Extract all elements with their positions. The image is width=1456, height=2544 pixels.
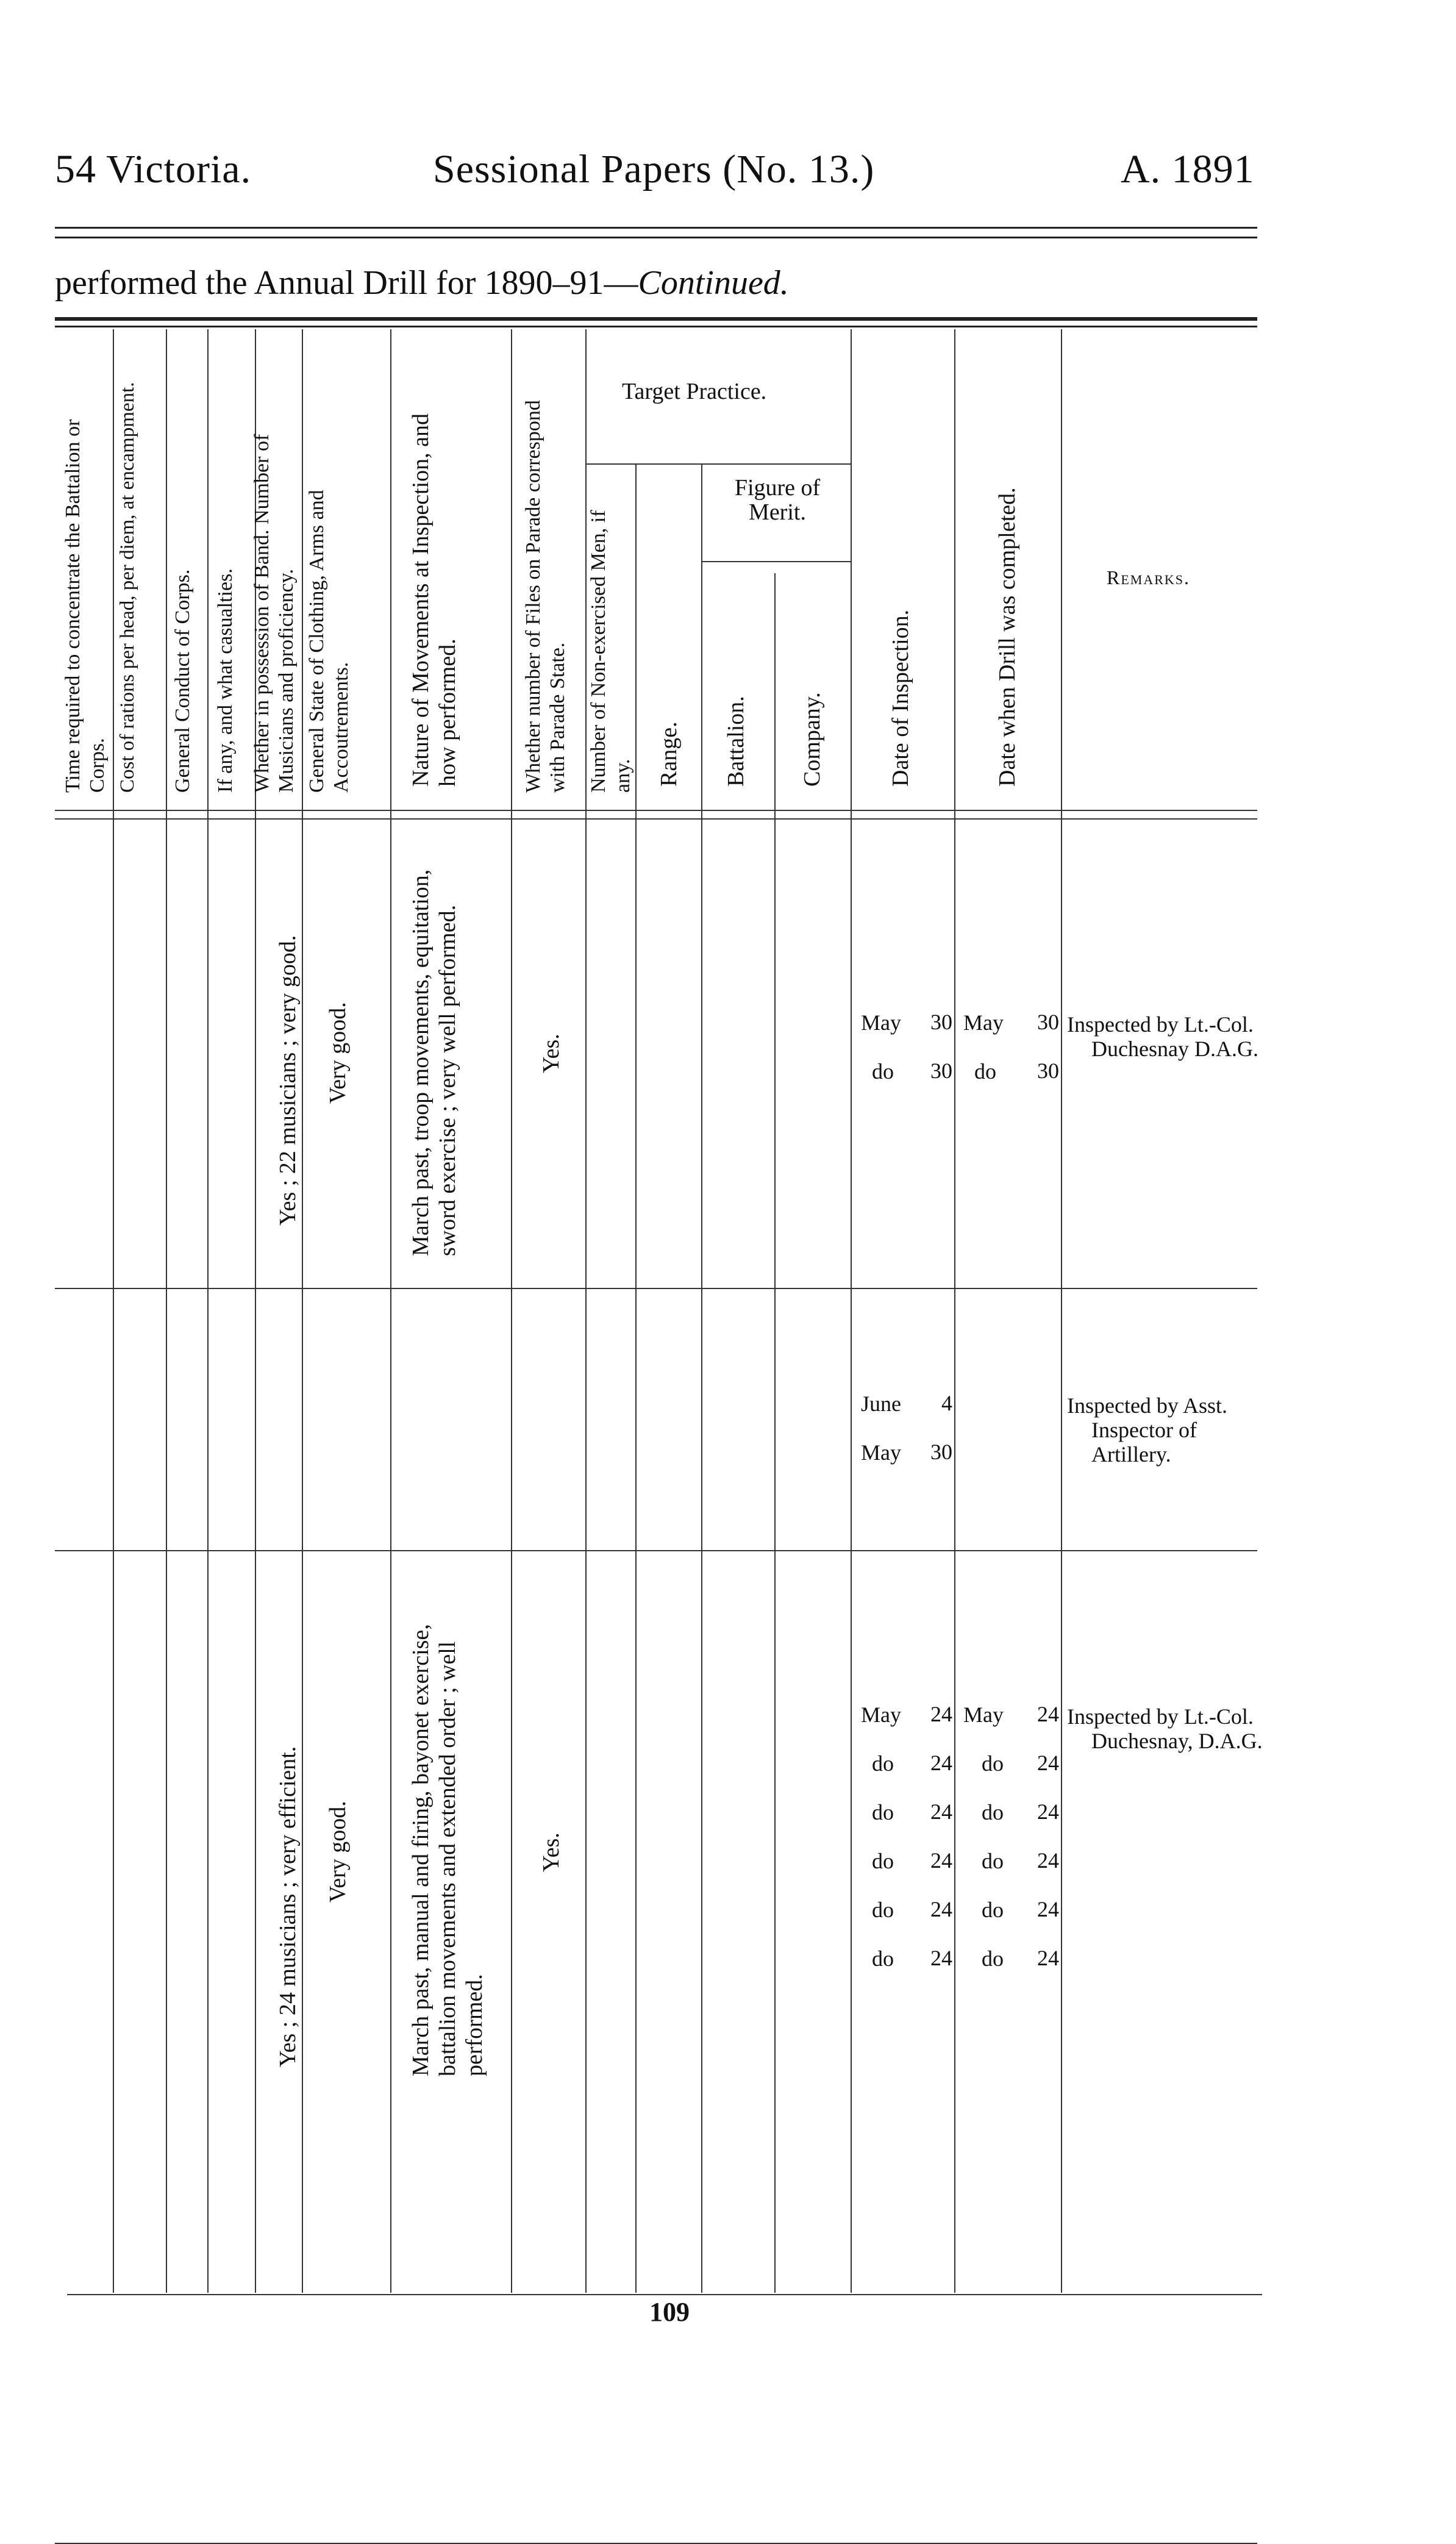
col-header-casualties: If any, and what casualties.: [214, 568, 237, 793]
col-header-non-exercised: Number of Non-exercised Men, if any.: [587, 510, 634, 793]
row2-inspection-day-1: 4: [941, 1391, 952, 1415]
col-header-cost: Cost of rations per head, per diem, at encampment.: [116, 382, 138, 793]
row1-drill-day-1: 30: [1037, 1010, 1059, 1034]
target-practice-rule: [585, 463, 851, 465]
row3-inspection-day-6: 24: [930, 1946, 952, 1970]
row3-clothing: Very good.: [325, 1801, 351, 1903]
col-header-remarks: Remarks.: [1107, 566, 1191, 588]
row3-drill-day-4: 24: [1037, 1848, 1059, 1873]
col-header-conduct: General Conduct of Corps.: [171, 569, 194, 793]
title-prefix: performed the Annual Drill for 1890–91—: [55, 264, 638, 302]
table-top-rule-thin: [55, 326, 1257, 327]
row3-remarks: Inspected by Lt.-Col. Duchesnay, D.A.G.: [1067, 1704, 1263, 1753]
col-line: [1061, 329, 1062, 2293]
col-header-date-drill: Date when Drill was completed.: [994, 487, 1020, 787]
title-continued: Continued.: [638, 264, 789, 302]
row-separator-2: [55, 1550, 1257, 1551]
row3-drill-day-2: 24: [1037, 1751, 1059, 1775]
row1-drill-day-2: 30: [1037, 1059, 1059, 1083]
row1-remarks: Inspected by Lt.-Col. Duchesnay D.A.G.: [1067, 1012, 1258, 1061]
col-line: [207, 329, 209, 2293]
row3-drill-month-1: May: [963, 1703, 1004, 1727]
row2-inspection-day-2: 30: [930, 1440, 952, 1464]
header-right: A. 1891: [1121, 147, 1255, 191]
header-rule-bottom: [55, 237, 1257, 238]
col-line: [302, 329, 303, 2293]
col-header-clothing: General State of Clothing, Arms and Accoutrements.: [305, 490, 352, 793]
row2-inspection-month-1: June: [861, 1392, 901, 1416]
col-header-date-inspection: Date of Inspection.: [888, 609, 913, 787]
header-bottom-rule: [55, 810, 1257, 811]
row3-drill-day-3: 24: [1037, 1799, 1059, 1824]
row3-inspection-day-4: 24: [930, 1848, 952, 1873]
row3-inspection-month-3: do: [872, 1800, 894, 1824]
row1-inspection-day-2: 30: [930, 1059, 952, 1083]
row3-inspection-day-3: 24: [930, 1799, 952, 1824]
row3-inspection-month-6: do: [872, 1946, 894, 1971]
row3-inspection-month-5: do: [872, 1898, 894, 1922]
row3-inspection-month-2: do: [872, 1751, 894, 1776]
row1-movements: March past, troop movements, equitation, sword exercise ; very well performed.: [408, 869, 460, 1256]
col-header-band: Whether in possession of Band. Number of Musicians and proficiency.: [251, 434, 298, 793]
col-line: [851, 329, 852, 2293]
col-header-movements: Nature of Movements at Inspection, and how performed.: [408, 413, 460, 787]
row1-clothing: Very good.: [325, 1002, 351, 1104]
row1-drill-month-1: May: [963, 1010, 1004, 1035]
col-header-files: Whether number of Files on Parade correspond with Parade State.: [522, 400, 569, 793]
col-line: [774, 573, 776, 2293]
row-separator-1: [55, 1288, 1257, 1289]
row3-drill-month-5: do: [982, 1898, 1004, 1922]
row3-inspection-day-1: 24: [930, 1702, 952, 1726]
row3-drill-month-3: do: [982, 1800, 1004, 1824]
col-header-company: Company.: [799, 692, 825, 787]
col-line: [635, 463, 637, 2293]
col-line: [390, 329, 391, 2293]
page-number: 109: [649, 2297, 690, 2327]
figure-of-merit-header: Figure of Merit.: [734, 475, 821, 525]
row3-drill-month-2: do: [982, 1751, 1004, 1776]
header-left: 54 Victoria.: [55, 147, 252, 191]
col-header-range: Range.: [656, 721, 682, 787]
row1-drill-month-2: do: [974, 1059, 996, 1084]
row1-inspection-month-2: do: [872, 1059, 894, 1084]
col-header-battalion: Battalion.: [723, 696, 749, 787]
col-header-time: Time required to concentrate the Battalion or Corps.: [62, 419, 109, 793]
row3-movements: March past, manual and firing, bayonet exercise, battalion movements and extended order ; well performed.: [408, 1624, 487, 2076]
row3-drill-month-4: do: [982, 1849, 1004, 1873]
row3-inspection-month-4: do: [872, 1849, 894, 1873]
row3-files: Yes.: [538, 1832, 564, 1872]
figure-of-merit-rule: [701, 561, 851, 562]
col-line: [701, 463, 702, 2293]
row3-drill-day-1: 24: [1037, 1702, 1059, 1726]
row1-files: Yes.: [538, 1034, 564, 1073]
header-bottom-rule-2: [55, 818, 1257, 820]
row3-drill-day-5: 24: [1037, 1897, 1059, 1921]
col-line: [511, 329, 512, 2293]
row1-inspection-day-1: 30: [930, 1010, 952, 1034]
header-center: Sessional Papers (No. 13.): [433, 147, 875, 191]
row3-inspection-day-2: 24: [930, 1751, 952, 1775]
target-practice-header: Target Practice.: [622, 379, 767, 404]
row3-inspection-month-1: May: [861, 1703, 901, 1727]
row2-inspection-month-2: May: [861, 1440, 901, 1465]
table-top-rule-thick: [55, 317, 1257, 321]
row3-drill-month-6: do: [982, 1946, 1004, 1971]
row2-remarks: Inspected by Asst. Inspector of Artillery.: [1067, 1393, 1227, 1467]
col-line: [166, 329, 167, 2293]
row1-band: Yes ; 22 musicians ; very good.: [275, 935, 301, 1226]
footer-rule: [67, 2294, 1262, 2295]
row3-band: Yes ; 24 musicians ; very efficient.: [275, 1746, 301, 2067]
page-title: [55, 263, 789, 302]
row3-drill-day-6: 24: [1037, 1946, 1059, 1970]
col-line: [954, 329, 955, 2293]
row1-inspection-month-1: May: [861, 1010, 901, 1035]
col-line: [113, 329, 114, 2293]
header-rule-top: [55, 227, 1257, 229]
row3-inspection-day-5: 24: [930, 1897, 952, 1921]
